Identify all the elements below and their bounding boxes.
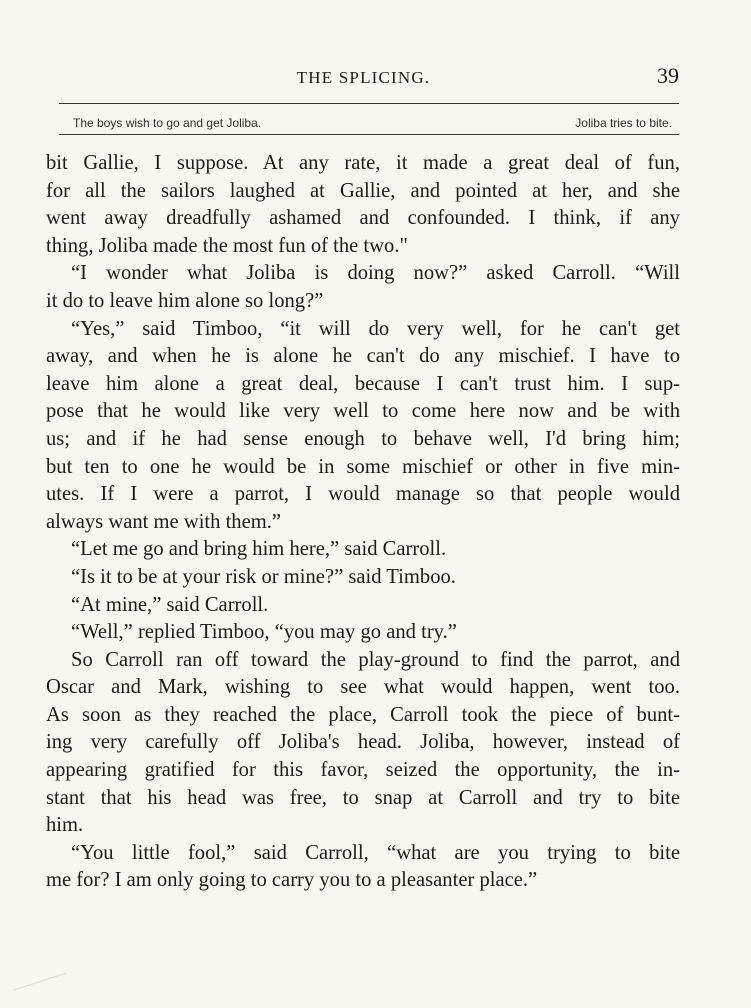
text-line: appearing gratified for this favor, seized the opportunity, the in- [46,759,680,782]
running-head [46,62,681,92]
text-line: for all the sailors laughed at Gallie, and pointed at her, and she [46,179,680,202]
text-line: me for? I am only going to carry you to a pleasanter place.” [46,869,538,892]
text-line: As soon as they reached the place, Carroll took the piece of bunt- [46,703,680,726]
text-line: ing very carefully off Joliba's head. Joliba, however, instead of [46,731,680,754]
text-line: “I wonder what Joliba is doing now?” asked Carroll. “Will [71,262,680,285]
top-rule [59,103,679,104]
text-line: “Well,” replied Timboo, “you may go and try.” [71,621,457,644]
text-line: So Carroll ran off toward the play-ground to find the parrot, and [71,648,680,671]
text-line: it do to leave him alone so long?” [46,289,324,312]
text-line: “Yes,” said Timboo, “it will do very well, for he can't get [71,317,680,340]
text-line: leave him alone a great deal, because I can't trust him. I sup- [46,372,680,395]
text-line: stant that his head was free, to snap at Carroll and try to bite [46,786,680,809]
text-line: away, and when he is alone he can't do any mischief. I have to [46,345,680,368]
text-line: bit Gallie, I suppose. At any rate, it made a great deal of fun, [46,152,680,174]
text-line: but ten to one he would be in some mischief or other in five min- [46,455,680,478]
text-line: pose that he would like very well to come here now and be with [46,400,680,423]
text-line: went away dreadfully ashamed and confounded. I think, if any [46,207,680,230]
text-line: “Is it to be at your risk or mine?” said Timboo. [71,565,456,588]
chapter-summary-right: Joliba tries to bite. [575,116,672,130]
text-line: him. [46,814,84,837]
text-line: “At mine,” said Carroll. [71,593,269,616]
page-number: 39 [657,63,679,88]
text-line: thing, Joliba made the most fun of the two." [46,234,408,257]
text-line: us; and if he had sense enough to behave well, I'd bring him; [46,427,680,450]
text-line: always want me with them.” [46,510,282,533]
text-line: “Let me go and bring him here,” said Carroll. [71,538,447,561]
body-text [46,150,680,895]
bottom-rule [59,134,679,135]
scan-mark [14,973,66,1008]
chapter-summary-left: The boys wish to go and get Joliba. [73,116,262,130]
text-line: Oscar and Mark, wishing to see what would happen, went too. [46,676,680,699]
running-title: THE SPLICING. [296,68,431,87]
text-line: utes. If I were a parrot, I would manage so that people would [46,483,680,506]
text-line: “You little fool,” said Carroll, “what are you trying to bite [71,841,680,864]
